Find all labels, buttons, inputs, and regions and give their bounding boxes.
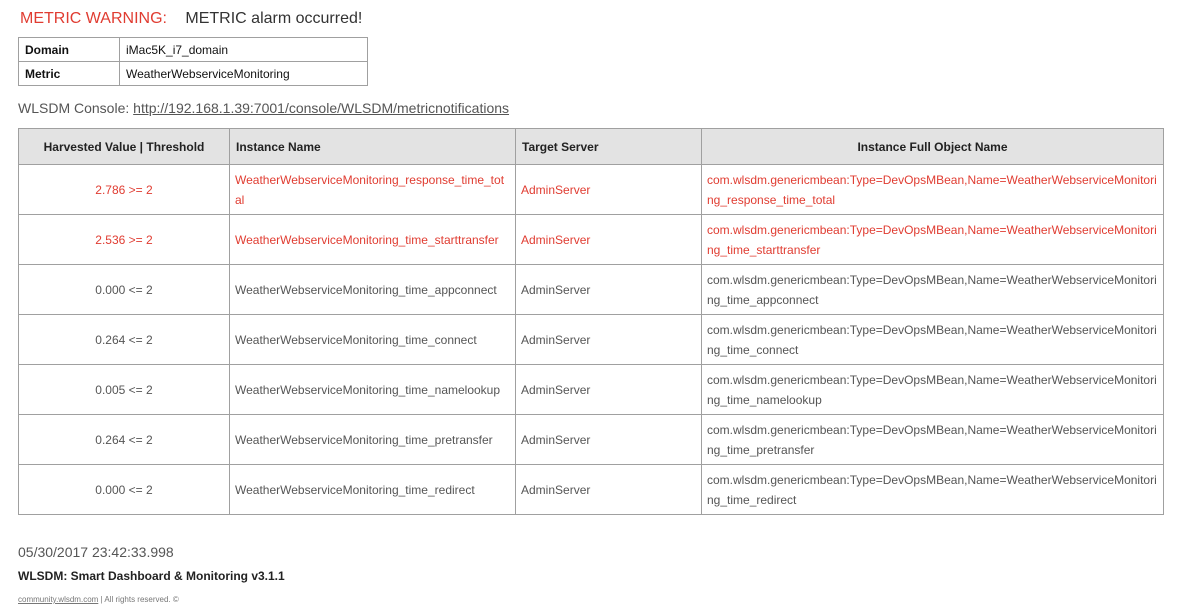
- info-key: Metric: [19, 62, 120, 86]
- cell-target-server: AdminServer: [516, 465, 702, 515]
- table-row: [19, 215, 1164, 265]
- product-name: WLSDM: Smart Dashboard & Monitoring v3.1.1: [18, 569, 285, 583]
- community-link[interactable]: community.wlsdm.com: [18, 595, 99, 604]
- metrics-header-row: [19, 129, 1164, 165]
- cell-target-server: AdminServer: [516, 165, 702, 215]
- info-table: [18, 37, 368, 86]
- cell-full-object-name: com.wlsdm.genericmbean:Type=DevOpsMBean,Name=WeatherWebserviceMonitoring_time_pretransfer: [702, 415, 1164, 465]
- cell-full-object-name: com.wlsdm.genericmbean:Type=DevOpsMBean,Name=WeatherWebserviceMonitoring_time_namelookup: [702, 365, 1164, 415]
- footer-separator: |: [98, 595, 105, 604]
- cell-harvested-value: 2.786 >= 2: [19, 165, 230, 215]
- table-row: [19, 165, 1164, 215]
- warning-text: METRIC alarm occurred!: [185, 10, 363, 27]
- cell-harvested-value: 2.536 >= 2: [19, 215, 230, 265]
- cell-instance-name: WeatherWebserviceMonitoring_time_starttransfer: [230, 215, 516, 265]
- cell-target-server: AdminServer: [516, 265, 702, 315]
- cell-instance-name: WeatherWebserviceMonitoring_time_namelookup: [230, 365, 516, 415]
- footer-rights: All rights reserved. ©: [104, 595, 179, 604]
- table-row: [19, 315, 1164, 365]
- table-row: [19, 465, 1164, 515]
- info-value: iMac5K_i7_domain: [120, 38, 368, 62]
- cell-instance-name: WeatherWebserviceMonitoring_time_redirect: [230, 465, 516, 515]
- cell-harvested-value: 0.005 <= 2: [19, 365, 230, 415]
- cell-full-object-name: com.wlsdm.genericmbean:Type=DevOpsMBean,Name=WeatherWebserviceMonitoring_time_redirect: [702, 465, 1164, 515]
- cell-harvested-value: 0.000 <= 2: [19, 465, 230, 515]
- timestamp: 05/30/2017 23:42:33.998: [18, 544, 174, 560]
- cell-harvested-value: 0.000 <= 2: [19, 265, 230, 315]
- cell-full-object-name: com.wlsdm.genericmbean:Type=DevOpsMBean,Name=WeatherWebserviceMonitoring_time_starttransfer: [702, 215, 1164, 265]
- info-row-domain: [19, 38, 368, 62]
- cell-harvested-value: 0.264 <= 2: [19, 315, 230, 365]
- footer: [18, 595, 179, 604]
- cell-target-server: AdminServer: [516, 365, 702, 415]
- info-row-metric: [19, 62, 368, 86]
- warning-line: [20, 10, 362, 28]
- header-full-object-name: Instance Full Object Name: [702, 129, 1164, 165]
- table-row: [19, 265, 1164, 315]
- cell-target-server: AdminServer: [516, 215, 702, 265]
- console-line: [18, 99, 509, 117]
- info-key: Domain: [19, 38, 120, 62]
- cell-full-object-name: com.wlsdm.genericmbean:Type=DevOpsMBean,Name=WeatherWebserviceMonitoring_time_connect: [702, 315, 1164, 365]
- cell-instance-name: WeatherWebserviceMonitoring_time_appconnect: [230, 265, 516, 315]
- cell-harvested-value: 0.264 <= 2: [19, 415, 230, 465]
- cell-full-object-name: com.wlsdm.genericmbean:Type=DevOpsMBean,Name=WeatherWebserviceMonitoring_response_time_total: [702, 165, 1164, 215]
- console-label: WLSDM Console:: [18, 100, 130, 116]
- header-target-server: Target Server: [516, 129, 702, 165]
- cell-target-server: AdminServer: [516, 315, 702, 365]
- metrics-table: [18, 128, 1164, 515]
- console-link[interactable]: http://192.168.1.39:7001/console/WLSDM/metricnotifications: [133, 100, 510, 116]
- info-value: WeatherWebserviceMonitoring: [120, 62, 368, 86]
- warning-label: METRIC WARNING:: [20, 10, 167, 27]
- cell-instance-name: WeatherWebserviceMonitoring_time_connect: [230, 315, 516, 365]
- cell-instance-name: WeatherWebserviceMonitoring_response_time_total: [230, 165, 516, 215]
- cell-target-server: AdminServer: [516, 415, 702, 465]
- header-harvested-value: Harvested Value | Threshold: [19, 129, 230, 165]
- cell-instance-name: WeatherWebserviceMonitoring_time_pretransfer: [230, 415, 516, 465]
- table-row: [19, 365, 1164, 415]
- header-instance-name: Instance Name: [230, 129, 516, 165]
- cell-full-object-name: com.wlsdm.genericmbean:Type=DevOpsMBean,Name=WeatherWebserviceMonitoring_time_appconnect: [702, 265, 1164, 315]
- table-row: [19, 415, 1164, 465]
